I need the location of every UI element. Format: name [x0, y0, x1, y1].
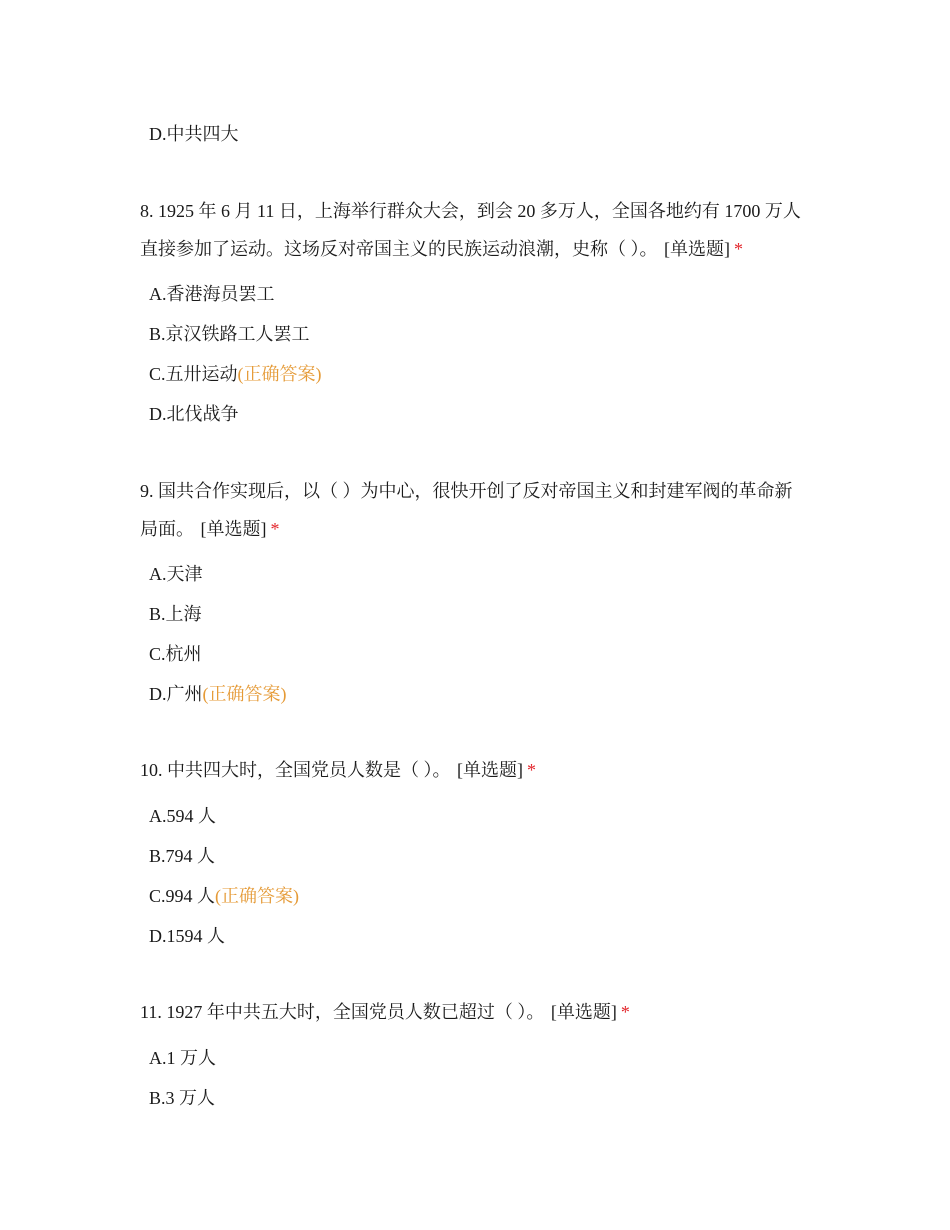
- question-10-stem: 10. 中共四大时，全国党员人数是（ ）。: [140, 760, 451, 780]
- question-8-options: [140, 274, 805, 434]
- question-9-stem: 9. 国共合作实现后，以（ ）为中心，很快开创了反对帝国主义和封建军阀的革命新局面。: [140, 481, 793, 539]
- option-8-a: [140, 274, 805, 314]
- question-type-label: [单选题]: [457, 760, 523, 780]
- option-label: A.香港海员罢工: [149, 284, 275, 304]
- question-8: [140, 192, 805, 434]
- option-label: A.594 人: [149, 806, 216, 826]
- question-10-options: [140, 796, 805, 956]
- question-11-stem: 11. 1927 年中共五大时，全国党员人数已超过（ ）。: [140, 1002, 545, 1022]
- required-mark: *: [270, 519, 280, 539]
- question-type-label: [单选题]: [200, 519, 267, 539]
- option-label: B.3 万人: [149, 1088, 216, 1108]
- question-9-options: [140, 554, 805, 714]
- question-type-label: [单选题]: [664, 239, 730, 259]
- option-10-c: [140, 876, 805, 916]
- option-label: A.天津: [149, 564, 203, 584]
- option-label: B.上海: [149, 604, 202, 624]
- question-9: [140, 472, 805, 714]
- option-9-c: [140, 634, 805, 674]
- option-10-a: [140, 796, 805, 836]
- question-11-options: [140, 1038, 805, 1118]
- required-mark: *: [527, 760, 536, 780]
- question-9-text: [140, 472, 805, 548]
- option-10-b: [140, 836, 805, 876]
- option-label: C.994 人: [149, 886, 216, 906]
- correct-answer-tag: (正确答案): [202, 684, 287, 704]
- correct-answer-tag: (正确答案): [237, 364, 322, 384]
- option-7-d: [149, 121, 239, 147]
- option-label: C.五卅运动: [149, 364, 238, 384]
- option-11-a: [140, 1038, 805, 1078]
- question-10: [140, 751, 805, 956]
- question-11-text: [140, 993, 805, 1031]
- required-mark: *: [734, 239, 743, 259]
- option-label: B.794 人: [149, 846, 216, 866]
- option-label: D.北伐战争: [149, 404, 239, 424]
- option-9-a: [140, 554, 805, 594]
- option-8-c: [140, 354, 805, 394]
- question-11: [140, 993, 805, 1118]
- correct-answer-tag: (正确答案): [215, 886, 300, 906]
- option-11-b: [140, 1078, 805, 1118]
- option-label: D.1594 人: [149, 926, 225, 946]
- option-label: A.1 万人: [149, 1048, 216, 1068]
- option-9-b: [140, 594, 805, 634]
- option-8-d: [140, 394, 805, 434]
- question-8-text: [140, 192, 805, 268]
- question-8-stem: 8. 1925 年 6 月 11 日，上海举行群众大会，到会 20 多万人，全国各地约有 1700 万人直接参加了运动。这场反对帝国主义的民族运动浪潮，史称（ ）。: [140, 201, 801, 259]
- option-label: D.广州: [149, 684, 203, 704]
- option-label: D.中共四大: [149, 124, 239, 144]
- question-10-text: [140, 751, 805, 789]
- option-8-b: [140, 314, 805, 354]
- option-9-d: [140, 674, 805, 714]
- option-label: C.杭州: [149, 644, 202, 664]
- question-type-label: [单选题]: [550, 1002, 617, 1022]
- required-mark: *: [620, 1002, 630, 1022]
- option-10-d: [140, 916, 805, 956]
- option-label: B.京汉铁路工人罢工: [149, 324, 310, 344]
